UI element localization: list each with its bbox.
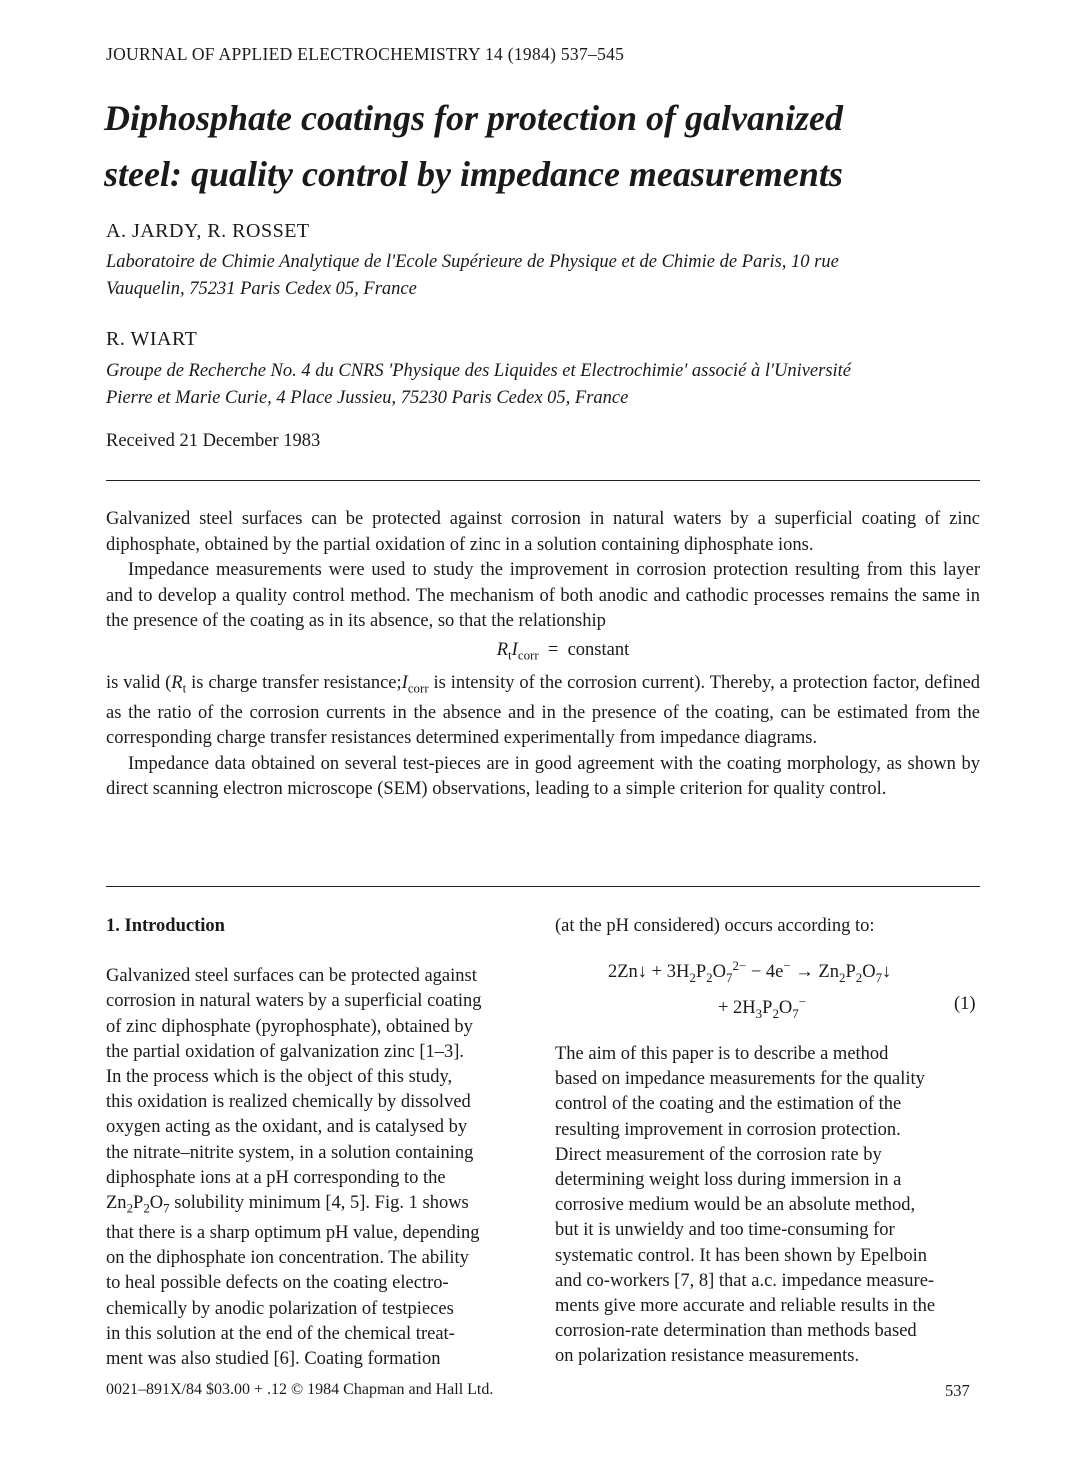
chemical-equation-line-2: + $2H_3P_2O_7^-$ bbox=[718, 994, 807, 1021]
body-line: and co-workers [7, 8] that a.c. impedance measure- bbox=[555, 1270, 935, 1291]
affiliation-1-line-2: Vauquelin, 75231 Paris Cedex 05, France bbox=[106, 279, 417, 299]
paper-title bbox=[104, 90, 984, 202]
body-line: but it is unwieldy and too time-consuming for bbox=[555, 1220, 895, 1241]
body-line: in this solution at the end of the chemical treat- bbox=[106, 1323, 455, 1344]
body-line: In the process which is the object of this study, bbox=[106, 1067, 453, 1088]
right-column bbox=[555, 914, 980, 939]
body-line: $Zn_2P_2O_7$ solubility minimum [4, 5]. Fig. 1 shows bbox=[106, 1193, 469, 1216]
affiliation-1 bbox=[106, 249, 839, 303]
top-rule bbox=[106, 480, 980, 481]
abstract bbox=[106, 507, 980, 803]
equation-number: (1) bbox=[954, 994, 976, 1014]
title-line-1: Diphosphate coatings for protection of galvanized bbox=[104, 98, 844, 138]
body-line: that there is a sharp optimum pH value, depending bbox=[106, 1222, 480, 1243]
section-heading-introduction: 1. Introduction bbox=[106, 916, 225, 936]
right-column-body bbox=[555, 1042, 980, 1370]
affiliation-2-line-2: Pierre et Marie Curie, 4 Place Jussieu, 75230 Paris Cedex 05, France bbox=[106, 388, 629, 408]
body-line: oxygen acting as the oxidant, and is catalysed by bbox=[106, 1117, 468, 1138]
footer-copyright: 0021–891X/84 $03.00 + .12 © 1984 Chapman and Hall Ltd. bbox=[106, 1381, 494, 1398]
body-line: the nitrate–nitrite system, in a solution containing bbox=[106, 1142, 474, 1163]
body-line: Direct measurement of the corrosion rate by bbox=[555, 1144, 882, 1165]
body-line: corrosion in natural waters by a superficial coating bbox=[106, 991, 482, 1012]
chemical-equation-line-1: 2Zn↓ + $3H_2P_2O_7^{2-} - 4e^-$ → $Zn_2P_2O_7↓$ bbox=[608, 958, 892, 985]
affiliation-1-line-1: Laboratoire de Chimie Analytique de l'Ecole Supérieure de Physique et de Chimie de Paris, 10 rue bbox=[106, 252, 839, 272]
affiliation-2-line-1: Groupe de Recherche No. 4 du CNRS 'Physique des Liquides et Electrochimie' associé à l'Université bbox=[106, 361, 852, 381]
abstract-paragraph-4: Impedance data obtained on several test-pieces are in good agreement with the coating morphology, as shown by direct scanning electron microscope (SEM) observations, leading to a simple criterion for quality control. bbox=[106, 753, 980, 800]
body-line: Galvanized steel surfaces can be protected against bbox=[106, 966, 477, 987]
equation-rhs: constant bbox=[567, 639, 630, 660]
body-line: based on impedance measurements for the quality bbox=[555, 1069, 925, 1090]
equals-sign: = bbox=[547, 639, 559, 660]
body-line: resulting improvement in corrosion protection. bbox=[555, 1119, 901, 1140]
body-line: ment was also studied [6]. Coating formation bbox=[106, 1348, 441, 1369]
body-line: diphosphate ions at a pH corresponding to the bbox=[106, 1167, 446, 1188]
authors-2: R. WIART bbox=[106, 328, 198, 350]
authors-1: A. JARDY, R. ROSSET bbox=[106, 220, 310, 242]
body-line: the partial oxidation of galvanization zinc [1–3]. bbox=[106, 1041, 465, 1062]
body-line: chemically by anodic polarization of testpieces bbox=[106, 1298, 454, 1319]
body-line: The aim of this paper is to describe a method bbox=[555, 1044, 889, 1064]
page-number: 537 bbox=[945, 1381, 970, 1400]
left-column bbox=[106, 914, 530, 1372]
abstract-paragraph-2: Impedance measurements were used to study the improvement in corrosion protection resulting from this layer and to develop a quality control method. The mechanism of both anodic and cathodic processes remains the same in the presence of the coating as in its absence, so that the relationship bbox=[106, 560, 980, 631]
body-line: this oxidation is realized chemically by dissolved bbox=[106, 1092, 471, 1113]
body-line: ments give more accurate and reliable results in the bbox=[555, 1296, 936, 1317]
body-line: on the diphosphate ion concentration. The ability bbox=[106, 1248, 469, 1269]
journal-header: JOURNAL OF APPLIED ELECTROCHEMISTRY 14 (1984) 537–545 bbox=[106, 44, 625, 64]
body-line: (at the pH considered) occurs according to: bbox=[555, 916, 875, 936]
body-line: determining weight loss during immersion in a bbox=[555, 1170, 902, 1191]
body-line: systematic control. It has been shown by Epelboin bbox=[555, 1245, 927, 1266]
body-line: on polarization resistance measurements. bbox=[555, 1346, 860, 1367]
title-line-2: steel: quality control by impedance measurements bbox=[104, 154, 843, 194]
received-date: Received 21 December 1983 bbox=[106, 431, 321, 451]
body-line: to heal possible defects on the coating electro- bbox=[106, 1273, 449, 1294]
body-line: corrosive medium would be an absolute method, bbox=[555, 1195, 916, 1216]
abstract-equation: $R_tI_{corr}$ = constant bbox=[496, 639, 630, 663]
bottom-rule bbox=[106, 886, 980, 887]
abstract-paragraph-1: Galvanized steel surfaces can be protected against corrosion in natural waters by a superficial coating of zinc diphosphate, obtained by the partial oxidation of zinc in a solution containing diphosphate ions. bbox=[106, 509, 980, 555]
body-line: control of the coating and the estimation of the bbox=[555, 1094, 902, 1115]
abstract-paragraph-3: is valid ($R_t$ is charge transfer $resistance;I_{corr}$ is intensity of the corrosion current). Thereby, a protection factor, defined as the ratio of the corrosion currents in the absence and in the presence of the coating, can be estimated from the corresponding charge transfer resistances determined experimentally from impedance diagrams. bbox=[106, 672, 980, 749]
affiliation-2 bbox=[106, 358, 851, 412]
body-line: of zinc diphosphate (pyrophosphate), obtained by bbox=[106, 1016, 473, 1037]
body-line: corrosion-rate determination than methods based bbox=[555, 1321, 917, 1342]
